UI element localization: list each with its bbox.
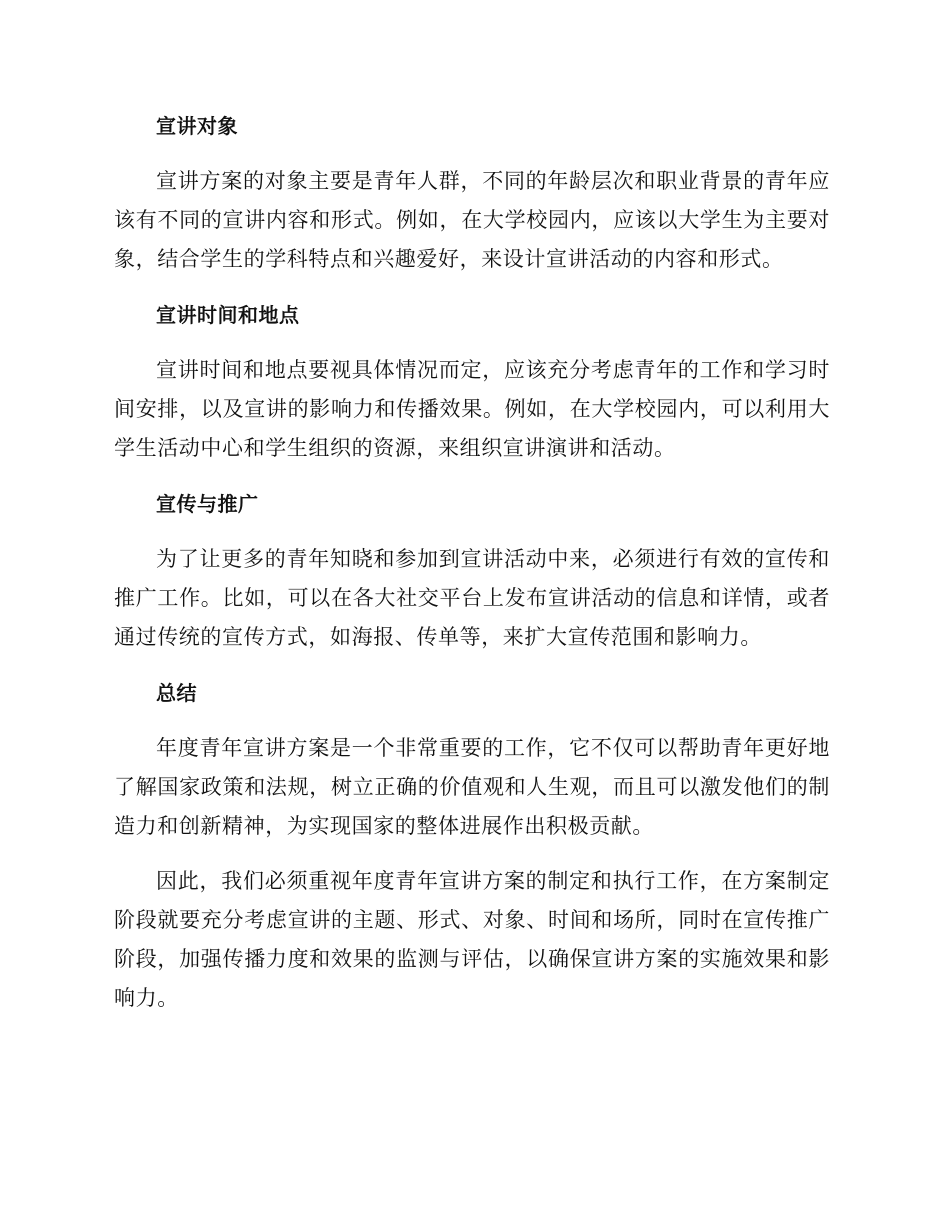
section-heading-promotion: 宣传与推广	[156, 492, 259, 516]
section-paragraph-promotion: 为了让更多的青年知晓和参加到宣讲活动中来，必须进行有效的宣传和推广工作。比如，可以在各大社交平台上发布宣讲活动的信息和详情，或者通过传统的宣传方式，如海报、传单等，来扩大宣传范围和影响力。	[114, 547, 830, 649]
section-paragraph-summary: 年度青年宣讲方案是一个非常重要的工作，它不仅可以帮助青年更好地了解国家政策和法规，树立正确的价值观和人生观，而且可以激发他们的制造力和创新精神，为实现国家的整体进展作出积极贡献。	[114, 736, 830, 838]
section-paragraph-time-place: 宣讲时间和地点要视具体情况而定，应该充分考虑青年的工作和学习时间安排，以及宣讲的影响力和传播效果。例如，在大学校园内，可以利用大学生活动中心和学生组织的资源，来组织宣讲演讲和活动。	[114, 358, 830, 460]
document-body	[114, 106, 830, 1034]
closing-paragraph: 因此，我们必须重视年度青年宣讲方案的制定和执行工作，在方案制定阶段就要充分考虑宣讲的主题、形式、对象、时间和场所，同时在宣传推广阶段，加强传播力度和效果的监测与评估，以确保宣讲方案的实施效果和影响力。	[114, 869, 830, 1010]
section-paragraph-audience: 宣讲方案的对象主要是青年人群，不同的年龄层次和职业背景的青年应该有不同的宣讲内容和形式。例如，在大学校园内，应该以大学生为主要对象，结合学生的学科特点和兴趣爱好，来设计宣讲活动的内容和形式。	[114, 169, 830, 271]
section-heading-time-place: 宣讲时间和地点	[156, 303, 300, 327]
section-heading-summary: 总结	[156, 681, 197, 705]
section-heading-audience: 宣讲对象	[156, 114, 238, 138]
